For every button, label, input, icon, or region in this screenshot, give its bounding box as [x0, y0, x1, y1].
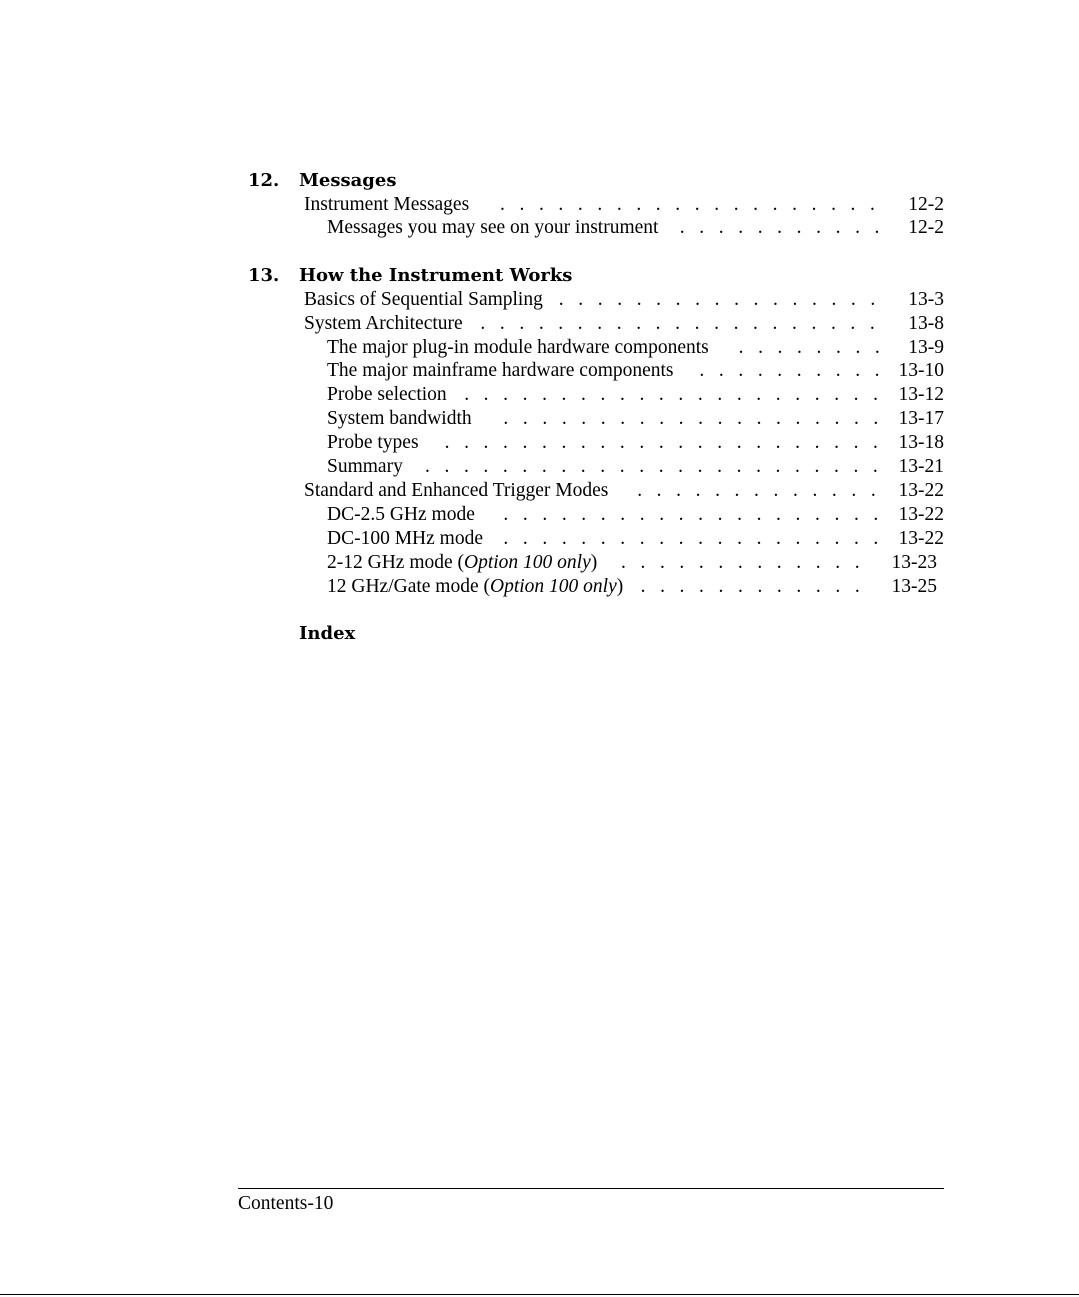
toc-entry-title: DC-100 MHz mode [327, 528, 483, 549]
toc-entry-page: 13-12 [898, 384, 944, 405]
dot-leader: ........... [679, 217, 895, 238]
toc-entry-page: 13-3 [908, 289, 944, 310]
toc-entry-title: DC-2.5 GHz mode [327, 504, 475, 525]
dot-leader: ........................ [425, 456, 893, 477]
dot-leader: ............. [621, 552, 875, 573]
toc-entry-title: System Architecture [304, 313, 463, 334]
dot-leader: .................... [503, 408, 893, 429]
chapter-title: Messages [299, 170, 397, 191]
toc-entry-page: 13-22 [898, 528, 944, 549]
toc-entry-title: System bandwidth [327, 408, 472, 429]
toc-entry-page: 13-21 [898, 456, 944, 477]
toc-entry-page: 13-10 [898, 360, 944, 381]
dot-leader: ............. [637, 480, 891, 501]
toc-entry-page: 12-2 [908, 217, 944, 238]
dot-leader: .................... [503, 528, 893, 549]
dot-leader: ...................... [464, 384, 893, 405]
toc-entry-page: 12-2 [908, 194, 944, 215]
toc-entry-title: Probe types [327, 432, 419, 453]
toc-entry-title: Summary [327, 456, 403, 477]
toc-entry-title: Instrument Messages [304, 194, 470, 215]
toc-entry-page: 13-22 [898, 480, 944, 501]
toc-entry-page: 13-8 [908, 313, 944, 334]
toc-entry-title: Basics of Sequential Sampling [304, 289, 543, 310]
chapter-12-heading [248, 170, 396, 191]
footer-rule [238, 1188, 944, 1189]
dot-leader: ................. [558, 289, 890, 310]
dot-leader: .................... [503, 504, 893, 525]
toc-entry-title: Probe selection [327, 384, 447, 405]
toc-entry-page: 13-22 [898, 504, 944, 525]
dot-leader: ....................... [444, 432, 893, 453]
toc-entry-title: The major mainframe hardware components [327, 360, 674, 381]
page-bottom-edge [0, 1294, 1079, 1295]
option-note: Option 100 only [464, 552, 591, 573]
toc-entry-page: 13-25 [891, 576, 937, 597]
chapter-number: 13. [248, 265, 280, 286]
dot-leader: ..................... [480, 313, 890, 334]
chapter-title: How the Instrument Works [299, 265, 573, 286]
dot-leader: ............ [640, 576, 875, 597]
toc-entry-page: 13-17 [898, 408, 944, 429]
toc-entry-title: 12 GHz/Gate mode (Option 100 only) [327, 576, 624, 597]
index-heading[interactable]: Index [299, 623, 356, 644]
chapter-13-heading [248, 265, 572, 286]
chapter-number: 12. [248, 170, 280, 191]
option-note: Option 100 only [490, 576, 617, 597]
toc-entry-title: Standard and Enhanced Trigger Modes [304, 480, 609, 501]
dot-leader: .......... [699, 360, 895, 381]
dot-leader: .................... [500, 194, 890, 215]
toc-entry-title: 2-12 GHz mode (Option 100 only) [327, 552, 598, 573]
toc-entry-title: Messages you may see on your instrument [327, 217, 659, 238]
dot-leader: ........ [738, 337, 895, 358]
toc-entry-title: The major plug-in module hardware components [327, 337, 709, 358]
page-footer: Contents-10 [238, 1193, 334, 1214]
toc-entry-page: 13-18 [898, 432, 944, 453]
toc-entry-page: 13-9 [908, 337, 944, 358]
toc-entry-page: 13-23 [891, 552, 937, 573]
